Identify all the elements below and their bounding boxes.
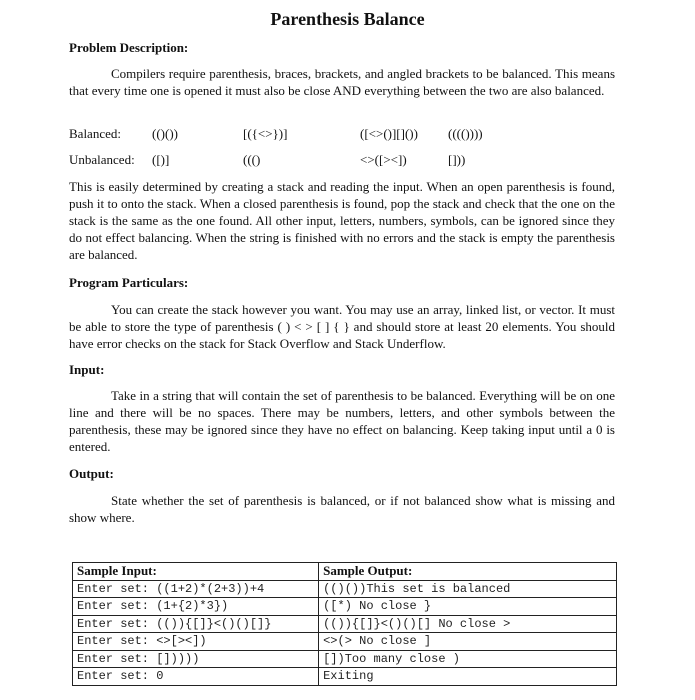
sample-input-header: Sample Input:: [73, 563, 319, 581]
sample-output-cell: (()){[]}<()()[] No close >: [319, 615, 617, 633]
sample-input-cell: Enter set: 0: [73, 668, 319, 686]
sample-input-cell: Enter set: ((1+2)*(2+3))+4: [73, 580, 319, 598]
table-row: [73, 668, 617, 686]
balanced-example: (()()): [152, 126, 178, 141]
unbalanced-example: ([)]: [152, 152, 170, 167]
sample-output-cell: [])Too many close ): [319, 650, 617, 668]
table-row: [73, 615, 617, 633]
table-row: [73, 598, 617, 616]
program-particulars-paragraph: You can create the stack however you want. You may use an array, linked list, or vector. It must be able to store the type of parenthesis ( ) < > [ ] { } and should store at least 20 elements. You should have error checks on the stack for Stack Overflow and Stack Underflow.: [69, 302, 615, 351]
table-row: [73, 650, 617, 668]
unbalanced-example: (((): [243, 152, 261, 167]
unbalanced-label: Unbalanced:: [69, 152, 135, 167]
balanced-example: ([<>()][]()): [360, 126, 418, 141]
table-header-row: [73, 563, 617, 581]
sample-io-table: [72, 562, 617, 686]
balanced-example: [({<>})]: [243, 126, 288, 141]
sample-output-cell: (()())This set is balanced: [319, 580, 617, 598]
input-heading: Input:: [69, 362, 105, 377]
problem-description-paragraph: Compilers require parenthesis, braces, brackets, and angled brackets to be balanced. This means that every time one is opened it must also be close AND everything between the two are also balanced.: [69, 66, 615, 98]
sample-input-cell: Enter set: (1+{2)*3}): [73, 598, 319, 616]
sample-output-cell: <>(> No close ]: [319, 633, 617, 651]
explanation-paragraph: This is easily determined by creating a stack and reading the input. When an open parenthesis is found, push it to onto the stack. When a closed parenthesis is found, pop the stack and check that the one on the stack is the same as the one found. All other input, letters, numbers, symbols, can be ignored since they do not effect balancing. When the string is finished with no errors and the stack is empty the parenthesis are balanced.: [69, 179, 615, 262]
balanced-label: Balanced:: [69, 126, 121, 141]
table-row: [73, 633, 617, 651]
balanced-example: (((()))): [448, 126, 483, 141]
balanced-examples-row: [69, 125, 629, 142]
sample-output-cell: Exiting: [319, 668, 617, 686]
output-heading: Output:: [69, 466, 114, 481]
sample-input-cell: Enter set: <>[><]): [73, 633, 319, 651]
page-title: Parenthesis Balance: [270, 9, 425, 29]
input-paragraph: Take in a string that will contain the set of parenthesis to be balanced. Everything will be on one line and there will be no spaces. There may be numbers, letters, and other symbols between the parenthesis, these may be ignored since they have no effect on balancing. Keep taking input until a 0 is entered.: [69, 388, 615, 454]
sample-output-cell: ([*) No close }: [319, 598, 617, 616]
sample-output-header: Sample Output:: [319, 563, 617, 581]
program-particulars-heading: Program Particulars:: [69, 275, 189, 290]
sample-input-cell: Enter set: [])))): [73, 650, 319, 668]
table-row: [73, 580, 617, 598]
unbalanced-example: [])): [448, 152, 466, 167]
sample-input-cell: Enter set: (()){[]}<()()[]}: [73, 615, 319, 633]
unbalanced-examples-row: [69, 151, 629, 168]
output-paragraph: State whether the set of parenthesis is balanced, or if not balanced show what is missing and show where.: [69, 493, 615, 525]
problem-description-heading: Problem Description:: [69, 40, 189, 55]
unbalanced-example: <>([><]): [360, 152, 407, 167]
